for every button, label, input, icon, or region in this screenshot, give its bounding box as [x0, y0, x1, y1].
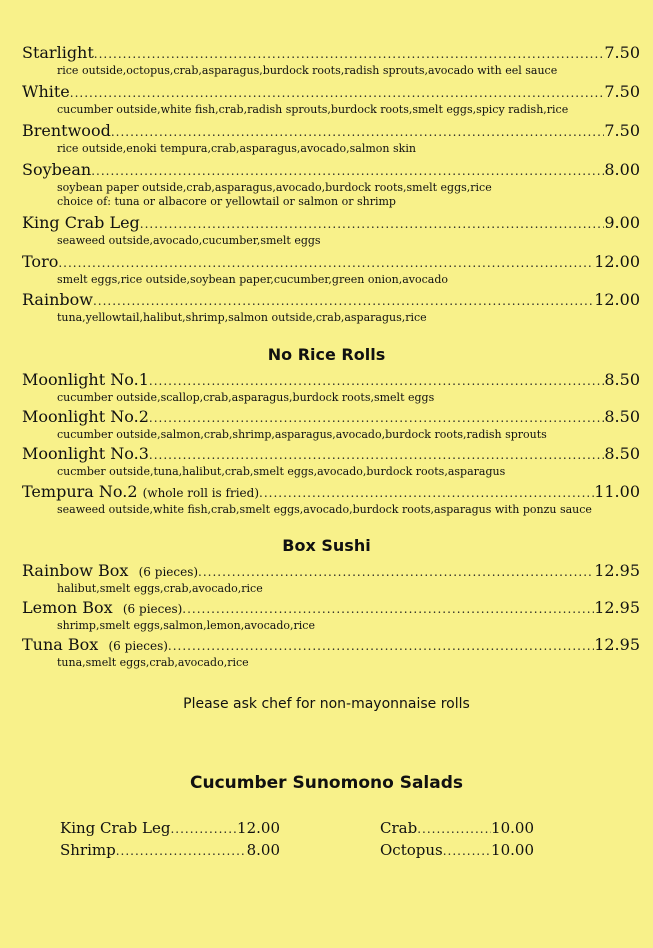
item-price: 12.95 [594, 598, 640, 617]
item-description-choice: choice of: tuna or albacore or yellowtail or salmon or shrimp [57, 195, 396, 208]
item-note: (6 pieces) [122, 602, 183, 616]
item-price: 12.95 [594, 561, 640, 580]
leader-dots [70, 83, 605, 103]
item-name: Rainbow Box [22, 561, 129, 580]
item-price: 12.95 [594, 635, 640, 654]
menu-item-tempura-2 [22, 482, 640, 517]
leader-dots [168, 636, 594, 656]
menu-item-rainbow-box [22, 561, 640, 596]
item-price: 11.00 [594, 482, 640, 501]
item-description: soybean paper outside,crab,asparagus,avocado,burdock roots,smelt eggs,rice [57, 181, 492, 194]
item-description: seaweed outside,avocado,cucumber,smelt eggs [57, 234, 321, 247]
menu-item-tuna-box [22, 635, 640, 670]
item-description: seaweed outside,white fish,crab,smelt eggs,avocado,burdock roots,asparagus with ponzu sauce [57, 503, 592, 516]
item-description: tuna,smelt eggs,crab,avocado,rice [57, 656, 249, 669]
section-heading-box-sushi: Box Sushi [282, 536, 371, 555]
item-price: 12.00 [594, 290, 640, 309]
item-name: Rainbow [22, 290, 93, 309]
item-price: 10.00 [491, 819, 534, 837]
menu-item-king-crab-leg [22, 213, 640, 248]
item-description: cucumber outside,scallop,crab,asparagus,burdock roots,smelt eggs [57, 391, 435, 404]
leader-dots [58, 253, 594, 273]
leader-dots [259, 483, 594, 503]
item-description: cucumber outside,salmon,crab,shrimp,asparagus,avocado,burdock roots,radish sprouts [57, 428, 547, 441]
leader-dots [170, 819, 237, 839]
leader-dots [182, 599, 594, 619]
item-description: halibut,smelt eggs,crab,avocado,rice [57, 582, 263, 595]
item-name: Shrimp [60, 841, 116, 859]
item-price: 8.50 [604, 444, 640, 463]
leader-dots [149, 445, 605, 465]
section-heading-no-rice-rolls: No Rice Rolls [267, 345, 386, 364]
item-name: Crab [380, 819, 418, 837]
item-price: 12.00 [237, 819, 280, 837]
item-name: Lemon Box [22, 598, 113, 617]
leader-dots [417, 819, 491, 839]
item-name: Tempura No.2 [22, 482, 138, 501]
item-price: 7.50 [604, 121, 640, 140]
salad-item-king-crab-leg [60, 818, 280, 839]
leader-dots [149, 371, 605, 391]
item-description: smelt eggs,rice outside,soybean paper,cucumber,green onion,avocado [57, 273, 449, 286]
menu-item-soybean [22, 160, 640, 209]
menu-item-rainbow [22, 290, 640, 325]
item-price: 7.50 [604, 43, 640, 62]
menu-item-moonlight-2 [22, 407, 640, 442]
item-price: 8.00 [246, 841, 280, 859]
item-note: (6 pieces) [108, 639, 168, 653]
item-name: Moonlight No.3 [22, 444, 149, 463]
item-name: Octopus [380, 841, 443, 859]
salad-item-crab [380, 818, 534, 839]
item-description: rice outside,enoki tempura,crab,asparagus,avocado,salmon skin [57, 142, 416, 155]
item-price: 12.00 [594, 252, 640, 271]
item-price: 8.50 [604, 370, 640, 389]
menu-item-moonlight-3 [22, 444, 640, 479]
leader-dots [94, 44, 605, 64]
item-name: White [22, 82, 70, 101]
section-heading-salads: Cucumber Sunomono Salads [190, 773, 463, 793]
leader-dots [443, 841, 491, 861]
item-description: shrimp,smelt eggs,salmon,lemon,avocado,rice [57, 619, 315, 632]
item-description: cucmber outside,tuna,halibut,crab,smelt eggs,avocado,burdock roots,asparagus [57, 465, 506, 478]
menu-item-toro [22, 252, 640, 287]
leader-dots [149, 408, 605, 428]
salad-item-shrimp [60, 840, 280, 861]
item-description: tuna,yellowtail,halibut,shrimp,salmon outside,crab,asparagus,rice [57, 311, 427, 324]
item-name: King Crab Leg [22, 213, 140, 232]
leader-dots [116, 841, 247, 861]
salad-item-octopus [380, 840, 534, 861]
item-name: Moonlight No.1 [22, 370, 149, 389]
item-name: Tuna Box [22, 635, 99, 654]
item-name: Starlight [22, 43, 94, 62]
item-price: 9.00 [604, 213, 640, 232]
menu-item-brentwood [22, 121, 640, 156]
leader-dots [93, 291, 594, 311]
leader-dots [198, 562, 594, 582]
item-name: Brentwood [22, 121, 111, 140]
leader-dots [140, 214, 605, 234]
item-note: (whole roll is fried) [142, 486, 260, 500]
item-name: King Crab Leg [60, 819, 171, 837]
menu-item-starlight [22, 43, 640, 78]
item-note: (6 pieces) [138, 565, 199, 579]
item-name: Moonlight No.2 [22, 407, 149, 426]
item-price: 10.00 [491, 841, 534, 859]
item-price: 8.00 [604, 160, 640, 179]
menu-item-moonlight-1 [22, 370, 640, 405]
item-name: Soybean [22, 160, 92, 179]
item-description: cucumber outside,white fish,crab,radish sprouts,burdock roots,smelt eggs,spicy radish,rice [57, 103, 569, 116]
item-price: 8.50 [604, 407, 640, 426]
leader-dots [91, 161, 604, 181]
menu-item-lemon-box [22, 598, 640, 633]
leader-dots [111, 122, 605, 142]
item-description: rice outside,octopus,crab,asparagus,burdock roots,radish sprouts,avocado with eel sauce [57, 64, 558, 77]
menu-item-white [22, 82, 640, 117]
item-name: Toro [22, 252, 59, 271]
item-price: 7.50 [604, 82, 640, 101]
chef-notice: Please ask chef for non-mayonnaise rolls [183, 696, 470, 712]
